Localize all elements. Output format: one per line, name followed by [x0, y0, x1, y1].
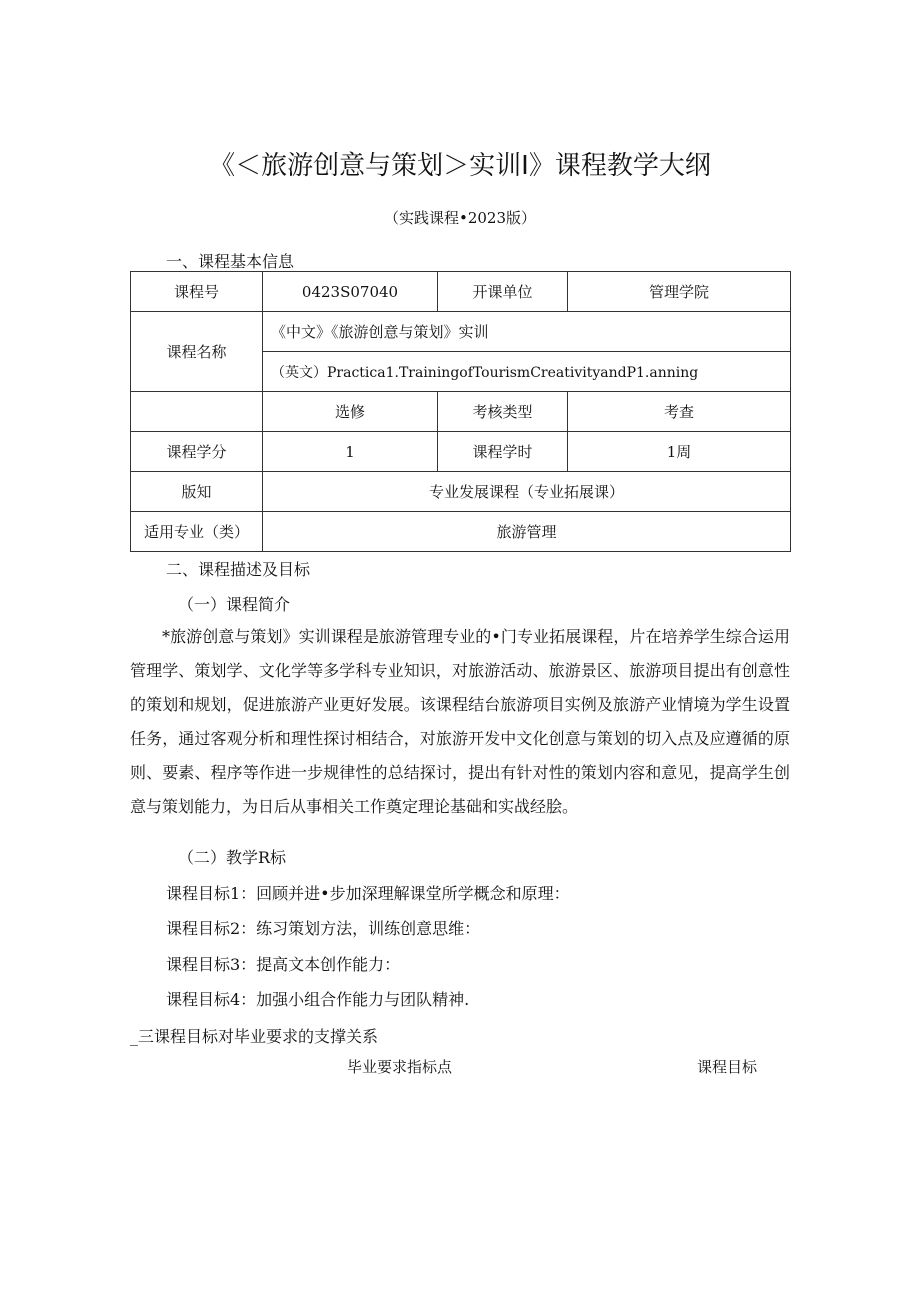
document-title: 《＜旅游创意与策划＞实训I》课程教学大纲 — [209, 151, 711, 181]
table-cell: 专业发展课程（专业拓展课） — [263, 472, 791, 512]
table-row — [131, 272, 791, 312]
section-heading-basic-info: 一、课程基本信息 — [166, 252, 295, 271]
table-cell: 考查 — [568, 392, 791, 432]
table-cell: 选修 — [263, 392, 438, 432]
table-cell — [131, 392, 263, 432]
table-cell: （英文）Practica1.TrainingofTourismCreativityandP1.anning — [263, 352, 791, 392]
table-cell: 考核类型 — [438, 392, 568, 432]
table-cell: 0423S07040 — [263, 272, 438, 312]
table-cell: 课程名称 — [131, 312, 263, 392]
list-item: 课程目标4：加强小组合作能力与团队精神. — [166, 990, 470, 1009]
table-cell: 旅游管理 — [263, 512, 791, 552]
table-cell: 版知 — [131, 472, 263, 512]
table-cell: 课程学分 — [131, 432, 263, 472]
document-subtitle: （实践课程•2023版） — [383, 209, 537, 227]
column-header-requirements: 毕业要求指标点 — [347, 1058, 453, 1076]
table-row — [131, 312, 791, 352]
table-cell: 《中文》《旅游创意与策划》实训 — [263, 312, 791, 352]
table-row — [131, 392, 791, 432]
section-heading-support: _三课程目标对毕业要求的支撑关系 — [130, 1027, 379, 1046]
table-cell: 开课单位 — [438, 272, 568, 312]
list-item: 课程目标1：回顾并进•步加深理解课堂所学概念和原理： — [166, 884, 570, 903]
table-cell: 适用专业（类） — [131, 512, 263, 552]
course-intro-paragraph: *旅游创意与策划》实训课程是旅游管理专业的•门专业拓展课程，片在培养学生综合运用管理学、策划学、文化学等多学科专业知识，对旅游活动、旅游景区、旅游项目提出有创意性的策划和规划，促进旅游产业更好发展。该课程结台旅游项目实例及旅游产业情境为学生设置任务，通过客观分析和理性探讨相结合，对旅游开发中文化创意与策划的切入点及应遵循的原则、要素、程序等作进一步规律性的总结探讨，提出有针对性的策划内容和意见，提高学生创意与策划能力，为日后从事相关工作奠定理论基础和实战经脍。 — [130, 627, 790, 816]
course-info-table — [130, 271, 791, 552]
table-cell: 管理学院 — [568, 272, 791, 312]
table-row — [131, 472, 791, 512]
list-item: 课程目标3：提高文本创作能力： — [166, 955, 401, 974]
table-cell: 课程号 — [131, 272, 263, 312]
table-row — [131, 512, 791, 552]
table-cell: 1 — [263, 432, 438, 472]
table-cell: 课程学时 — [438, 432, 568, 472]
column-header-goals: 课程目标 — [697, 1058, 758, 1076]
table-row — [131, 432, 791, 472]
list-item: 课程目标2：练习策划方法，训练创意思维： — [166, 919, 481, 938]
table-cell: 1周 — [568, 432, 791, 472]
subsection-heading-intro: （一）课程简介 — [178, 595, 291, 614]
subsection-heading-goals: （二）教学R标 — [178, 848, 287, 867]
section-heading-description: 二、课程描述及目标 — [166, 560, 311, 579]
